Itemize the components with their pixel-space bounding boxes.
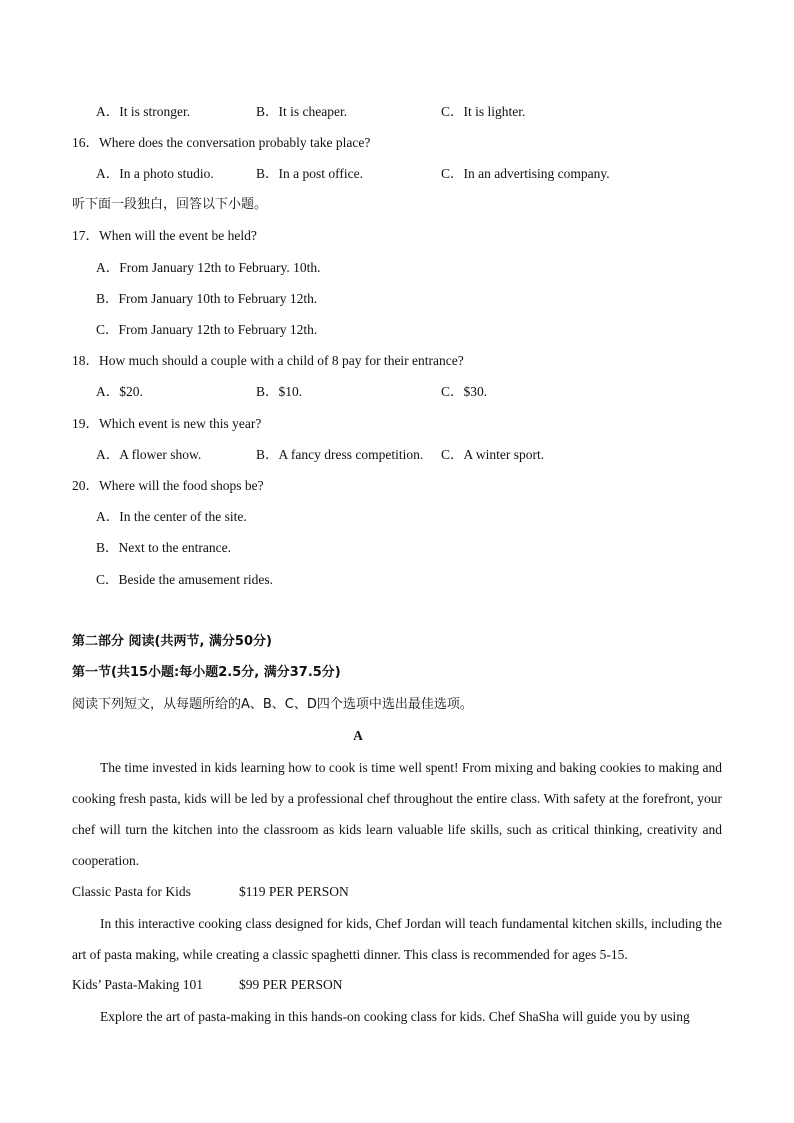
class2-description-text: Explore the art of pasta-making in this hands-on cooking class for kids. Chef ShaSha will guide you by using: [100, 1009, 690, 1024]
class2-price: $99 PER PERSON: [239, 977, 343, 992]
class1-price: $119 PER PERSON: [239, 884, 349, 899]
q19-option-c[interactable]: C．A winter sport.: [441, 447, 545, 462]
q20-option-c[interactable]: C．Beside the amusement rides.: [96, 572, 273, 587]
q18-option-c[interactable]: C．$30.: [441, 384, 488, 399]
part2-heading: 第二部分 阅读(共两节, 满分50分): [72, 634, 272, 649]
q15-option-c[interactable]: C．It is lighter.: [441, 104, 526, 119]
q20-option-b[interactable]: B．Next to the entrance.: [96, 540, 231, 555]
q16-option-c[interactable]: C．In an advertising company.: [441, 166, 610, 181]
q16-option-a[interactable]: A．In a photo studio.: [96, 166, 214, 181]
passage-label: A: [353, 728, 363, 743]
q20-option-a[interactable]: A．In the center of the site.: [96, 509, 247, 524]
q19-stem: 19．Which event is new this year?: [72, 416, 262, 431]
q19-option-a[interactable]: A．A flower show.: [96, 447, 202, 462]
passage-intro-text: The time invested in kids learning how to cook is time well spent! From mixing and baking cookies to making and cooking fresh pasta, kids will be led by a professional chef throughout the entire class. With safety at the forefront, your chef will turn the kitchen into the classroom as kids learn valuable life skills, such as critical thinking, creativity and cooperation.: [72, 760, 722, 868]
q17-option-a[interactable]: A．From January 12th to February. 10th.: [96, 260, 321, 275]
q20-stem: 20．Where will the food shops be?: [72, 478, 264, 493]
q16-option-b[interactable]: B．In a post office.: [256, 166, 363, 181]
q15-option-a[interactable]: A．It is stronger.: [96, 104, 191, 119]
q17-stem: 17．When will the event be held?: [72, 228, 257, 243]
reading-instruction: 阅读下列短文，从每题所给的A、B、C、D四个选项中选出最佳选项。: [72, 697, 473, 712]
class2-description: [72, 1001, 722, 1032]
monologue-instruction: 听下面一段独白，回答以下小题。: [72, 197, 268, 212]
passage-intro: [72, 752, 722, 876]
class1-description-text: In this interactive cooking class designed for kids, Chef Jordan will teach fundamental kitchen skills, including the art of pasta making, while creating a classic spaghetti dinner. This class is recommended for ages 5-15.: [72, 916, 722, 962]
q19-option-b[interactable]: B．A fancy dress competition.: [256, 447, 424, 462]
section1-heading: 第一节(共15小题:每小题2.5分, 满分37.5分): [72, 665, 341, 680]
class1-description: [72, 908, 722, 970]
q18-stem: 18．How much should a couple with a child of 8 pay for their entrance?: [72, 353, 464, 368]
q17-option-c[interactable]: C．From January 12th to February 12th.: [96, 322, 318, 337]
q18-option-b[interactable]: B．$10.: [256, 384, 303, 399]
class1-name: Classic Pasta for Kids: [72, 884, 191, 899]
q15-option-b[interactable]: B．It is cheaper.: [256, 104, 348, 119]
q17-option-b[interactable]: B．From January 10th to February 12th.: [96, 291, 318, 306]
class2-name: Kids’ Pasta-Making 101: [72, 977, 203, 992]
q16-stem: 16．Where does the conversation probably take place?: [72, 135, 371, 150]
q18-option-a[interactable]: A．$20.: [96, 384, 143, 399]
